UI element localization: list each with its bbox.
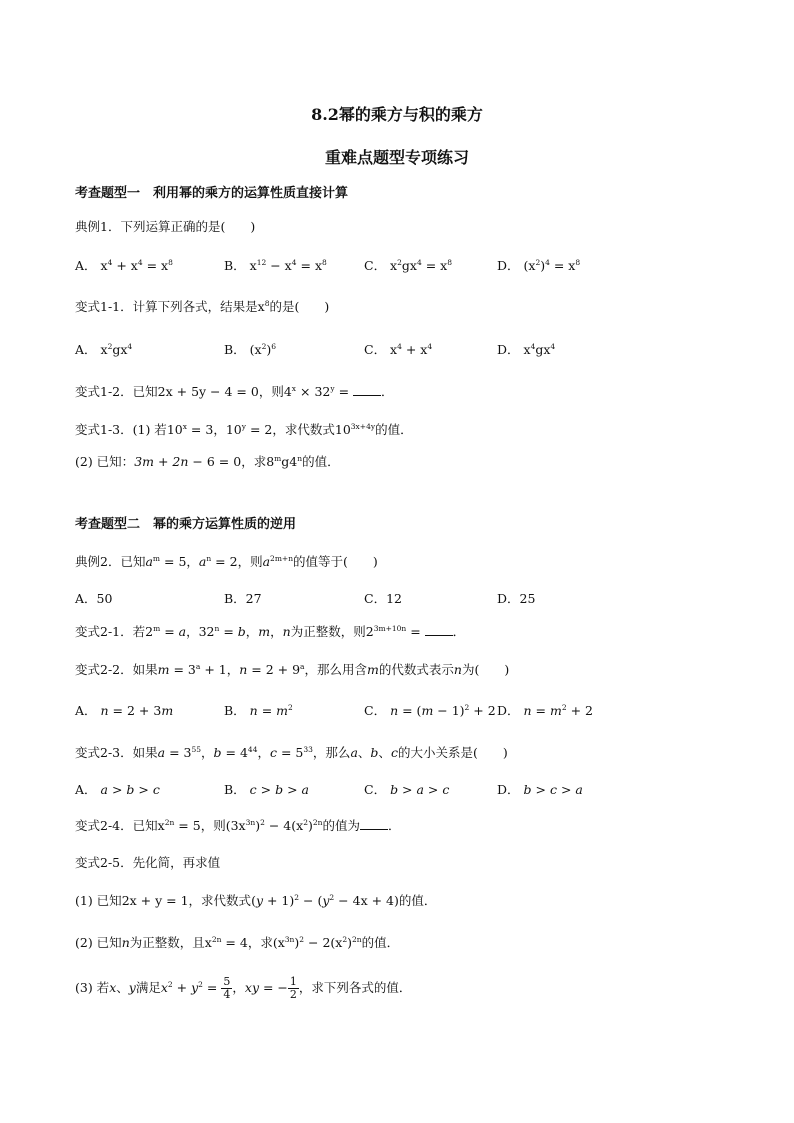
variant-1-1-option-c: C． $x^4 + x^4$	[364, 342, 433, 357]
variant-2-2-option-a: A． n = 2 + 3m	[75, 703, 174, 718]
answer-blank[interactable]	[353, 385, 381, 396]
variant-2-5-question: 变式2-5．先化简，再求值	[75, 855, 221, 870]
variant-2-4-question: 变式2-4．已知$x^{2n} = 5$，则$(3x^{3n})^2 - 4(x^2)^{2n}$的值为 ．	[75, 818, 401, 833]
variant-2-2-option-b: B． $n = m^2$	[224, 703, 293, 718]
example2-option-c: C．12	[364, 591, 402, 606]
variant-2-3-option-c: C． b > a > c	[364, 782, 450, 797]
example1-option-d: D． $(x^2)^4 = x^8$	[497, 258, 581, 273]
example1-option-b: B． $x^{12} - x^4 = x^8$	[224, 258, 327, 273]
variant-2-2-option-c: C． $n = (m - 1)^2 + 2$	[364, 703, 496, 718]
variant-2-2-option-d: D． $n = m^2 + 2$	[497, 703, 594, 718]
variant-1-1-option-b: B． $(x^2)^6$	[224, 342, 277, 357]
answer-blank[interactable]	[360, 819, 388, 830]
variant-2-3-option-b: B． c > b > a	[224, 782, 309, 797]
variant-1-3-question: 变式1-3．(1) 若$10^x = 3$，$10^y = 2$，求代数式$10^{3x+4y}$的值．	[75, 422, 413, 437]
variant-1-1-option-a: A． $x^2gx^4$	[75, 342, 133, 357]
variant-1-3-part2: (2) 已知：3m + 2n − 6 = 0，求8$^m$g4$^n$的值．	[75, 454, 340, 469]
variant-2-3-option-d: D． b > c > a	[497, 782, 583, 797]
variant-1-1-option-d: D． $x^4gx^4$	[497, 342, 556, 357]
variant-2-2-question: 变式2-2．如果$m = 3^a + 1$，$n = 2 + 9^a$，那么用含m的代数式表示n为( )	[75, 662, 510, 677]
page-subtitle: 重难点题型专项练习	[324, 148, 469, 167]
variant-2-3-option-a: A． a > b > c	[75, 782, 160, 797]
example1-option-c: C． $x^2gx^4 = x^8$	[364, 258, 452, 273]
example2-option-b: B．27	[224, 591, 262, 606]
example2-question: 典例2．已知$a^m = 5$，$a^n = 2$，则$a^{2m+n}$的值等于( )	[75, 554, 378, 569]
page-title: 8.2幂的乘方与积的乘方	[311, 105, 483, 124]
answer-blank[interactable]	[425, 625, 453, 636]
variant-1-2-question: 变式1-2．已知2x + 5y − 4 = 0，则$4^x \times 32^y$ = ．	[75, 384, 394, 399]
variant-1-1-question: 变式1-1．计算下列各式，结果是$x^8$的是( )	[75, 299, 330, 314]
example1-option-a: A． $x^4 + x^4 = x^8$	[75, 258, 173, 273]
example1-question: 典例1．下列运算正确的是( )	[75, 219, 256, 234]
variant-2-5-part3: (3) 若x、y满足$x^2 + y^2$ = $\frac{5}{4}$ ，xy = − $\frac{1}{2}$ ，求下列各式的值．	[75, 975, 412, 1001]
variant-2-5-part2: (2) 已知n为正整数，且$x^{2n} = 4$，求$(x^{3n})^2 - 2(x^2)^{2n}$的值．	[75, 935, 400, 950]
variant-2-3-question: 变式2-3．如果$a = 3^{55}$，$b = 4^{44}$，$c = 5^{33}$，那么a、b、c的大小关系是( )	[75, 745, 508, 760]
fraction: $\frac{5}{4}$	[223, 975, 231, 1001]
section2-heading: 考查题型二 幂的乘方运算性质的逆用	[75, 517, 297, 532]
example2-option-a: A．50	[75, 591, 113, 606]
variant-2-1-question: 变式2-1．若$2^m = a$，$32^n = b$，m，n为正整数，则$2^{3m+10n}$ = ．	[75, 624, 466, 639]
variant-2-5-part1: (1) 已知2x + y = 1，求代数式$(y + 1)^2 - (y^2 - 4x + 4)$的值．	[75, 893, 437, 908]
example2-option-d: D．25	[497, 591, 536, 606]
section1-heading: 考查题型一 利用幂的乘方的运算性质直接计算	[75, 186, 349, 201]
fraction: $\frac{1}{2}$	[289, 975, 297, 1001]
